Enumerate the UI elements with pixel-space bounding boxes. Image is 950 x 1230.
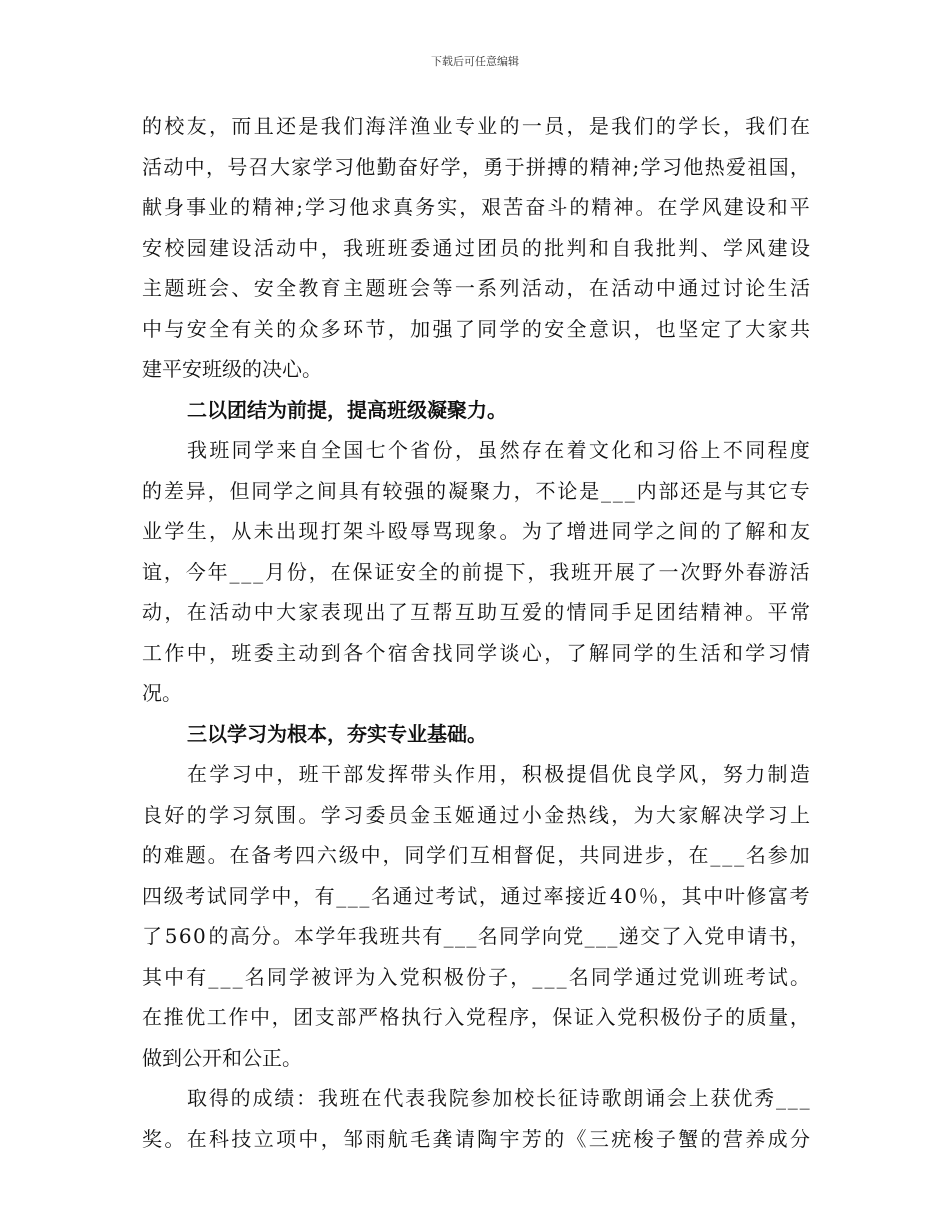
text-line: 了 5 6 0 的 高 分 。 本 学 年 我 班 共 有 _ _ _ 名 同 学 向 党 _ _ _ 递 交 了 入 党 申 请 书 ， [142, 924, 810, 948]
text-line: 做到公开和公正。 [142, 1045, 302, 1070]
text-line: 活 动 中 ， 号 召 大 家 学 习 他 勤 奋 好 学 ， 勇 于 拼 搏 的 精 神 ; 学 习 他 热 爱 祖 国 ， [142, 154, 810, 179]
text-line: 我 班 同 学 来 自 全 国 七 个 省 份 ， 虽 然 存 在 着 文 化 和 习 俗 上 不 同 程 度 [187, 438, 810, 462]
text-line: 在 学 习 中 ， 班 干 部 发 挥 带 头 作 用 ， 积 极 提 倡 优 良 学 风 ， 努 力 制 造 [187, 762, 810, 786]
text-line: 的 差 异 ， 但 同 学 之 间 具 有 较 强 的 凝 聚 力 ， 不 论 是 _ _ _ 内 部 还 是 与 其 它 专 [142, 478, 810, 503]
text-line: 的 难 题 。 在 备 考 四 六 级 中 ， 同 学 们 互 相 督 促 ， 共 同 进 步 ， 在 _ _ _ 名 参 加 [142, 843, 810, 867]
text-line: 良 好 的 学 习 氛 围 。 学 习 委 员 金 玉 姬 通 过 小 金 热 线 ， 为 大 家 解 决 学 习 上 [142, 802, 810, 827]
text-line: 中 与 安 全 有 关 的 众 多 环 节 ， 加 强 了 同 学 的 安 全 意 识 ， 也 坚 定 了 大 家 共 [142, 316, 810, 341]
text-line: 取 得 的 成 绩 ： 我 班 在 代 表 我 院 参 加 校 长 征 诗 歌 朗 诵 会 上 获 优 秀 _ _ _ [187, 1086, 810, 1110]
text-line: 谊 ， 今 年 _ _ _ 月 份 ， 在 保 证 安 全 的 前 提 下 ， 我 班 开 展 了 一 次 野 外 春 游 活 [142, 559, 810, 584]
text-line: 况。 [142, 681, 182, 705]
text-line: 献 身 事 业 的 精 神 ; 学 习 他 求 真 务 实 ， 艰 苦 奋 斗 的 精 神 。 在 学 风 建 设 和 平 [142, 195, 810, 219]
section-heading: 三以学习为根本，夯实专业基础。 [187, 721, 487, 746]
text-line: 的 校 友 ， 而 且 还 是 我 们 海 洋 渔 业 专 业 的 一 员 ， 是 我 们 的 学 长 ， 我 们 在 [142, 114, 810, 138]
page-header: 下载后可任意编辑 [431, 55, 519, 68]
text-line: 安 校 园 建 设 活 动 中 ， 我 班 班 委 通 过 团 员 的 批 判 和 自 我 批 判 、 学 风 建 设 [142, 235, 810, 260]
text-line: 四 级 考 试 同 学 中 ， 有 _ _ _ 名 通 过 考 试 ， 通 过 率 接 近 4 0 ％ ， 其 中 叶 修 富 考 [142, 883, 810, 908]
document-body [142, 106, 810, 1159]
section-heading: 二以团结为前提，提高班级凝聚力。 [187, 397, 507, 422]
text-line: 建平安班级的决心。 [142, 357, 322, 381]
text-line: 工 作 中 ， 班 委 主 动 到 各 个 宿 舍 找 同 学 谈 心 ， 了 解 同 学 的 生 活 和 学 习 情 [142, 640, 810, 665]
text-line: 在 推 优 工 作 中 ， 团 支 部 严 格 执 行 入 党 程 序 ， 保 证 入 党 积 极 份 子 的 质 量 ， [142, 1005, 810, 1029]
text-line: 奖 。 在 科 技 立 项 中 ， 邹 雨 航 毛 龚 请 陶 宇 芳 的 《 三 疣 梭 子 蟹 的 营 养 成 分 [142, 1126, 810, 1151]
text-line: 动 ， 在 活 动 中 大 家 表 现 出 了 互 帮 互 助 互 爱 的 情 同 手 足 团 结 精 神 。 平 常 [142, 600, 810, 624]
text-line: 业 学 生 ， 从 未 出 现 打 架 斗 殴 辱 骂 现 象 。 为 了 增 进 同 学 之 间 的 了 解 和 友 [142, 519, 810, 543]
text-line: 其 中 有 _ _ _ 名 同 学 被 评 为 入 党 积 极 份 子 ， _ _ _ 名 同 学 通 过 党 训 班 考 试 。 [142, 964, 810, 989]
text-line: 主 题 班 会 、 安 全 教 育 主 题 班 会 等 一 系 列 活 动 ， 在 活 动 中 通 过 讨 论 生 活 [142, 276, 810, 300]
